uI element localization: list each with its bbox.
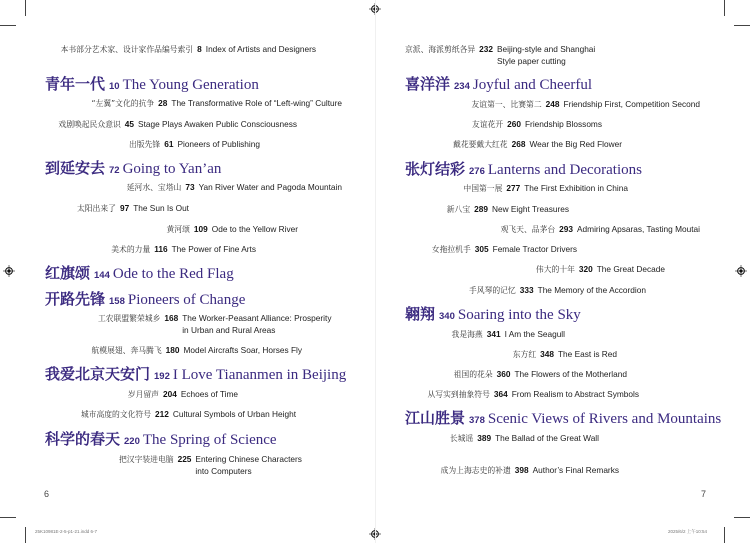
entry-page-number: 333 [519, 285, 534, 295]
entry-title-en: New Eight Treasures [491, 204, 569, 214]
entry-page-number: 109 [193, 224, 208, 234]
section-heading [45, 262, 234, 283]
toc-entry [58, 119, 297, 131]
toc-entry [471, 99, 700, 111]
entry-title-zh: 友谊第一、比赛第二 [471, 100, 542, 109]
section-heading [45, 73, 259, 94]
toc-entry [452, 329, 565, 341]
entry-page-number: 28 [158, 98, 168, 108]
entry-page-number: 389 [477, 433, 492, 443]
entry-title-zh: 美术的力量 [111, 245, 151, 254]
entry-page-number: 8 [197, 44, 202, 54]
entry-title-en: From Realism to Abstract Symbols [511, 389, 639, 399]
section-title-zh: 开路先锋 [45, 290, 106, 308]
entry-page-number: 212 [155, 409, 169, 419]
entry-page-number: 225 [177, 454, 192, 464]
toc-entry [91, 98, 342, 110]
toc-entry [463, 183, 628, 195]
entry-title-en: Stage Plays Awaken Public Consciousness [138, 119, 297, 129]
entry-title-zh: 出版先锋 [129, 140, 161, 149]
entry-title-zh: 戏剧唤起民众意识 [58, 120, 121, 129]
entry-title-zh: 从写实到抽象符号 [427, 390, 490, 399]
page-number-right: 7 [701, 489, 707, 499]
section-title-zh: 翱翔 [405, 305, 436, 323]
toc-entry [127, 182, 342, 194]
entry-title-zh: 中国第一展 [463, 184, 503, 193]
entry-title-zh: 女拖拉机手 [431, 245, 471, 254]
section-title-en: I Love Tiananmen in Beijing [172, 367, 347, 383]
entry-page-number: 293 [559, 224, 574, 234]
entry-title-zh: 友谊花开 [471, 120, 504, 129]
entry-title-en: The Power of Fine Arts [171, 244, 256, 254]
entry-page-number: 364 [493, 389, 508, 399]
entry-page-number: 204 [162, 389, 177, 399]
toc-entry [405, 44, 609, 67]
entry-title-en: The Worker-Peasant Alliance: Prosperity in Urban and Rural Areas [182, 313, 332, 335]
toc-entry [428, 389, 639, 401]
entry-title-zh: 京派、海派剪纸各异 [405, 45, 476, 54]
toc-entry [77, 203, 189, 215]
entry-title-en: Pioneers of Publishing [177, 139, 260, 149]
entry-title-zh: 岁月留声 [127, 390, 159, 399]
section-title-zh: 张灯结彩 [405, 160, 466, 178]
entry-title-zh: 观飞天、品茅台 [500, 225, 556, 234]
entry-page-number: 116 [154, 244, 168, 254]
entry-title-en: Wear the Big Red Flower [529, 139, 622, 149]
entry-title-zh: 把汉字装进电脑 [119, 455, 174, 464]
entry-title-zh: 成为上海志史的补遗 [440, 466, 511, 475]
toc-entry [119, 454, 315, 477]
entry-page-number: 61 [164, 139, 174, 149]
entry-page-number: 73 [185, 182, 195, 192]
toc-entry [128, 389, 238, 401]
page-right [375, 0, 750, 543]
section-heading [45, 428, 277, 449]
entry-title-en: The East is Red [557, 349, 617, 359]
entry-title-en: The Sun Is Out [133, 203, 189, 213]
section-title-en: Going to Yan’an [122, 161, 222, 177]
section-heading [405, 158, 642, 179]
section-page-number: 158 [109, 296, 125, 307]
toc-entry [111, 244, 256, 256]
print-slug-left: 25K10981E-2-5-p1-21.indd 6-7 [35, 529, 98, 534]
section-title-zh: 红旗颂 [45, 264, 91, 282]
entry-page-number: 277 [506, 183, 521, 193]
section-heading [45, 157, 221, 178]
entry-page-number: 268 [511, 139, 526, 149]
entry-title-en: Admiring Apsaras, Tasting Moutai [577, 224, 700, 234]
entry-page-number: 248 [545, 99, 560, 109]
toc-entry [450, 433, 599, 445]
toc-entry [447, 204, 569, 216]
entry-title-zh: 黄河颂 [166, 225, 190, 234]
entry-title-zh: 祖国的花朵 [453, 370, 493, 379]
section-title-en: The Young Generation [122, 77, 259, 93]
section-title-en: Lanterns and Decorations [487, 162, 642, 178]
entry-title-en: Female Tractor Drivers [492, 244, 577, 254]
toc-entry [441, 465, 619, 477]
section-heading [405, 303, 581, 324]
toc-entry [98, 313, 337, 336]
entry-title-en: Echoes of Time [180, 389, 238, 399]
section-title-en: Ode to the Red Flag [112, 266, 234, 282]
entry-page-number: 168 [164, 313, 179, 323]
entry-title-en: Friendship Blossoms [524, 119, 602, 129]
section-title-zh: 到延安去 [45, 159, 106, 177]
section-heading [45, 363, 346, 384]
section-page-number: 234 [454, 81, 470, 92]
entry-title-zh: 伟大的十年 [535, 265, 575, 274]
entry-title-en: Entering Chinese Characters into Computers [195, 454, 302, 476]
entry-page-number: 348 [540, 349, 554, 359]
entry-page-number: 260 [507, 119, 521, 129]
toc-entry [81, 409, 296, 421]
section-page-number: 220 [124, 436, 140, 447]
section-page-number: 192 [154, 371, 170, 382]
section-page-number: 340 [439, 311, 455, 322]
toc-entry [501, 224, 700, 236]
section-page-number: 276 [469, 166, 485, 177]
section-title-en: Soaring into the Sky [457, 307, 581, 323]
entry-title-zh: 本书部分艺术家、设计家作品编号索引 [60, 45, 194, 54]
entry-page-number: 398 [514, 465, 529, 475]
section-title-en: The Spring of Science [142, 432, 277, 448]
section-page-number: 144 [94, 270, 110, 281]
toc-entry [167, 224, 298, 236]
entry-title-en: Ode to the Yellow River [211, 224, 298, 234]
entry-page-number: 341 [486, 329, 501, 339]
entry-title-en: Index of Artists and Designers [205, 44, 316, 54]
toc-entry [472, 119, 602, 131]
section-title-zh: 喜洋洋 [405, 75, 451, 93]
entry-page-number: 45 [124, 119, 135, 129]
entry-title-en: The First Exhibition in China [524, 183, 628, 193]
entry-title-en: The Memory of the Accordion [537, 285, 646, 295]
toc-entry [469, 285, 646, 297]
section-title-en: Joyful and Cheerful [472, 77, 593, 93]
toc-entry [432, 244, 577, 256]
entry-title-en: The Great Decade [596, 264, 665, 274]
entry-title-zh: 我是海燕 [451, 330, 483, 339]
section-page-number: 10 [109, 81, 120, 92]
entry-title-en: Cultural Symbols of Urban Height [172, 409, 296, 419]
entry-title-zh: 太阳出来了 [76, 204, 116, 213]
entry-title-en: Friendship First, Competition Second [563, 99, 700, 109]
entry-title-zh: 城市高度的文化符号 [80, 410, 152, 419]
entry-page-number: 360 [496, 369, 511, 379]
entry-title-zh: 东方红 [512, 350, 537, 359]
section-page-number: 72 [109, 165, 120, 176]
entry-title-en: I Am the Seagull [504, 329, 565, 339]
entry-page-number: 305 [474, 244, 489, 254]
entry-title-en: Beijing-style and Shanghai Style paper cutting [497, 44, 596, 66]
toc-entry [129, 139, 260, 151]
section-title-zh: 青年一代 [45, 75, 106, 93]
section-heading [45, 288, 245, 309]
section-title-zh: 江山胜景 [405, 409, 466, 427]
entry-title-en: Yan River Water and Pagoda Mountain [198, 182, 342, 192]
entry-title-en: Author’s Final Remarks [532, 465, 619, 475]
entry-title-zh: 延河水、宝塔山 [126, 183, 182, 192]
entry-title-zh: 新八宝 [446, 205, 471, 214]
section-heading [405, 73, 592, 94]
entry-title-zh: 手风琴的记忆 [469, 286, 516, 295]
entry-title-zh: 航模展翅、奔马腾飞 [91, 346, 162, 355]
entry-title-zh: 长城谣 [449, 434, 474, 443]
toc-entry [453, 139, 622, 151]
toc-entry [536, 264, 665, 276]
print-slug-right: 2025/6/2 上午10:54 [668, 529, 708, 534]
entry-title-en: The Transformative Role of “Left-wing” Culture [171, 98, 342, 108]
entry-page-number: 320 [578, 264, 593, 274]
section-title-en: Pioneers of Change [127, 292, 246, 308]
entry-title-en: Model Aircrafts Soar, Horses Fly [183, 345, 302, 355]
section-title-en: Scenic Views of Rivers and Mountains [487, 411, 722, 427]
toc-entry [91, 345, 302, 357]
entry-title-zh: 戴花要戴大红花 [453, 140, 508, 149]
toc-entry [61, 44, 316, 56]
section-title-zh: 我爱北京天安门 [45, 365, 151, 383]
entry-page-number: 180 [165, 345, 180, 355]
section-page-number: 378 [469, 415, 485, 426]
toc-entry [513, 349, 617, 361]
entry-page-number: 289 [474, 204, 488, 214]
entry-title-en: The Ballad of the Great Wall [495, 433, 599, 443]
toc-entry [454, 369, 627, 381]
section-title-zh: 科学的春天 [45, 430, 121, 448]
entry-title-zh: 工农联盟繁荣城乡 [98, 314, 161, 323]
entry-title-zh: “左翼”文化的抗争 [91, 99, 155, 108]
entry-page-number: 232 [479, 44, 494, 54]
entry-page-number: 97 [119, 203, 130, 213]
section-heading [405, 407, 721, 428]
page-number-left: 6 [44, 489, 50, 499]
entry-title-en: The Flowers of the Motherland [514, 369, 627, 379]
